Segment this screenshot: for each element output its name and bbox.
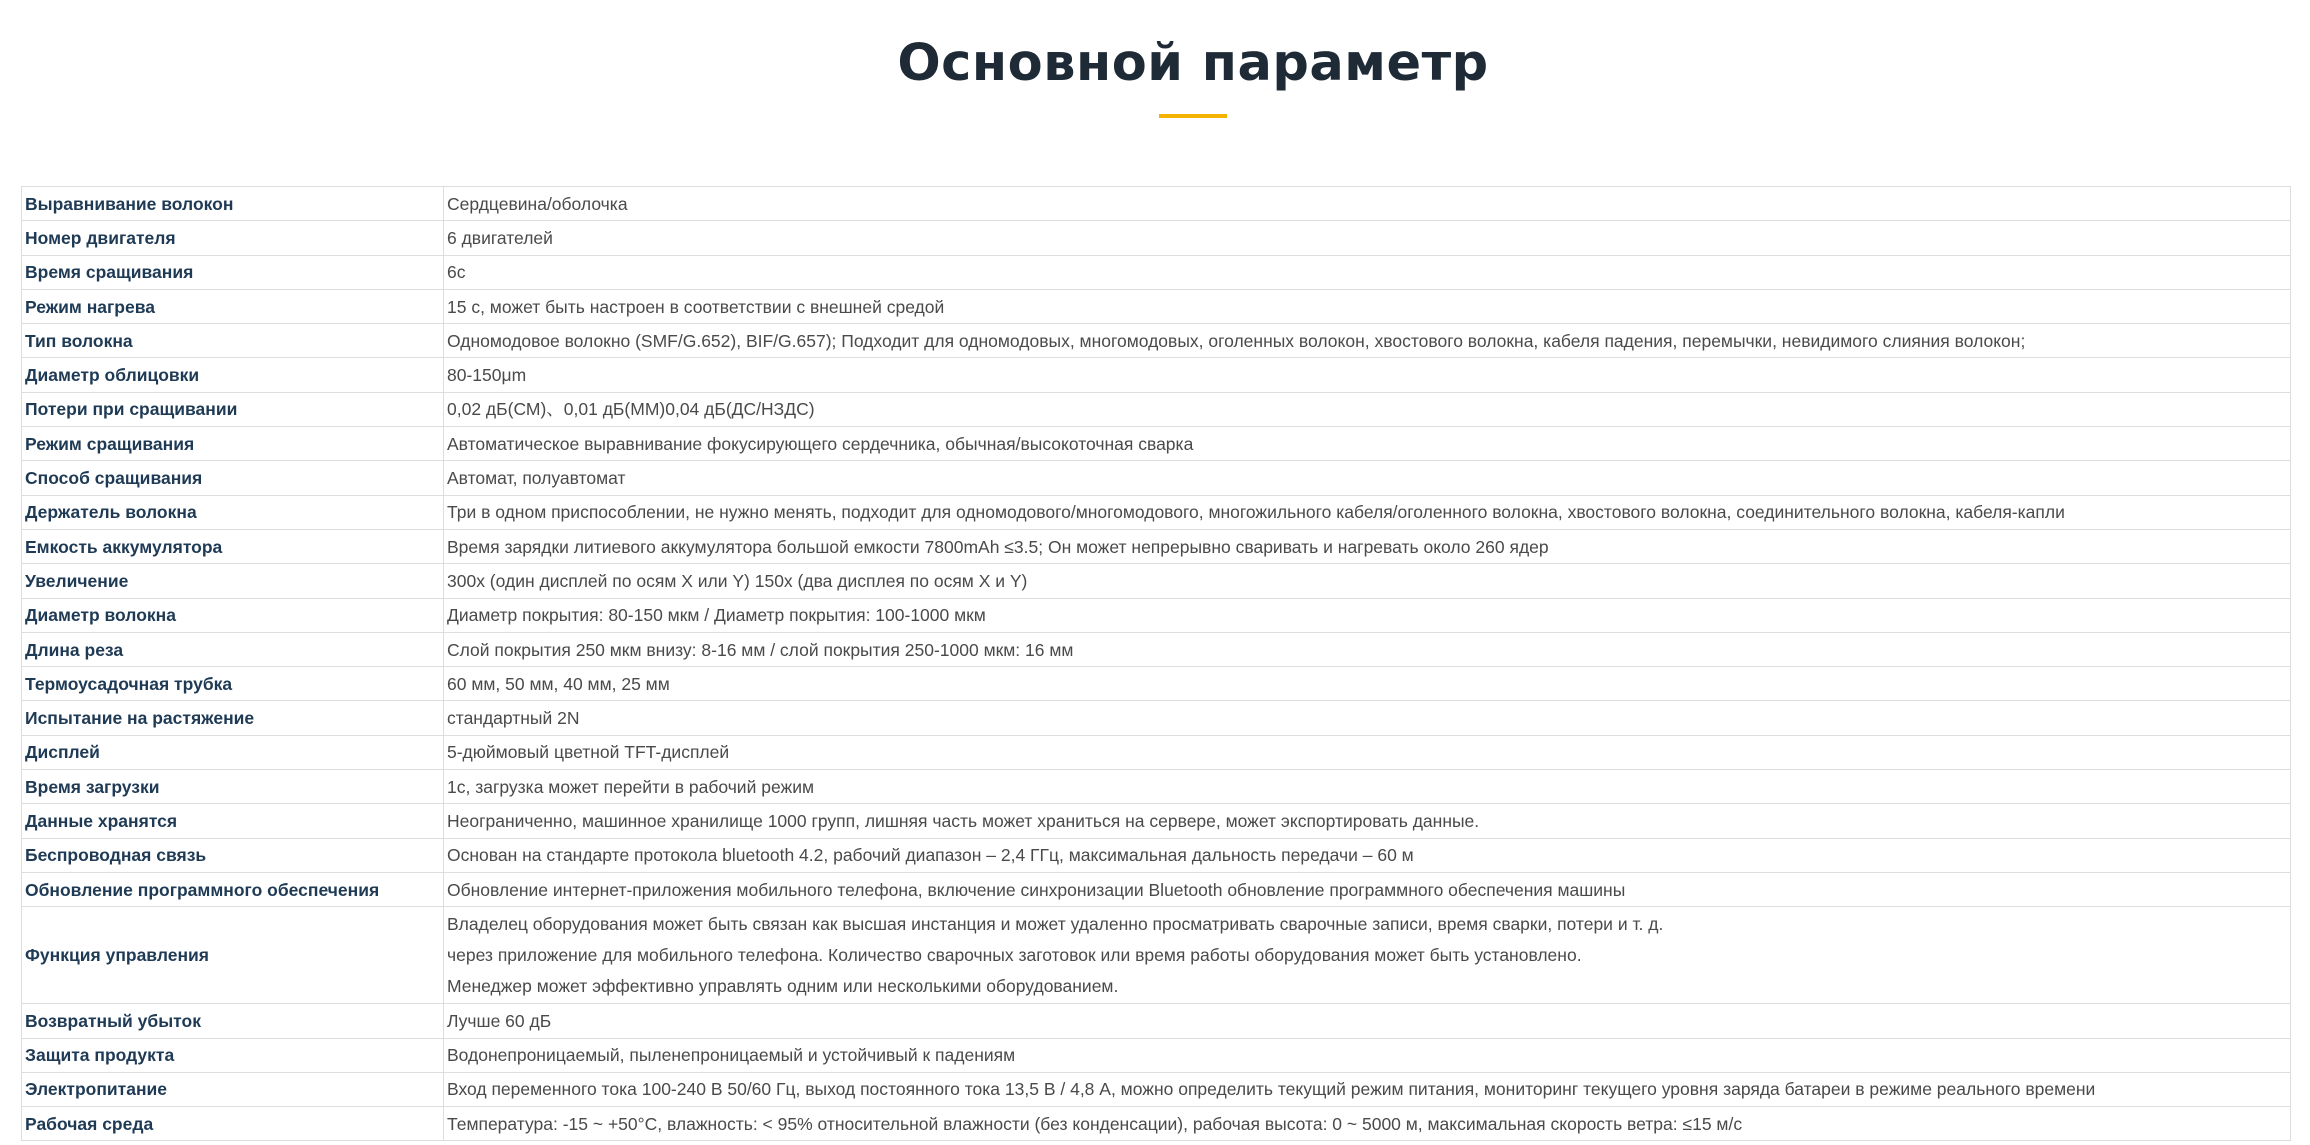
table-row (22, 289, 2291, 323)
table-row (22, 1072, 2291, 1106)
table-row (22, 770, 2291, 804)
param-label: Термоусадочная трубка (22, 667, 444, 701)
param-label: Способ сращивания (22, 461, 444, 495)
param-value: Вход переменного тока 100-240 В 50/60 Гц, выход постоянного тока 13,5 В / 4,8 А, можно определить текущий режим питания, мониторинг текущего уровня заряда батареи в режиме реального времени (444, 1072, 2291, 1106)
table-row (22, 324, 2291, 358)
param-label: Увеличение (22, 564, 444, 598)
spec-table (21, 186, 2291, 1141)
value-line: Менеджер может эффективно управлять одним или несколькими оборудованием. (447, 975, 1119, 996)
param-label: Дисплей (22, 735, 444, 769)
title-underline (1159, 114, 1227, 118)
param-label: Данные хранятся (22, 804, 444, 838)
table-row (22, 1038, 2291, 1072)
param-label: Функция управления (22, 907, 444, 1004)
param-value: Три в одном приспособлении, не нужно менять, подходит для одномодового/многомодового, многожильного кабеля/оголенного волокна, хвостового волокна, соединительного волокна, кабеля-капли (444, 495, 2291, 529)
table-row (22, 804, 2291, 838)
param-value: Температура: -15 ~ +50°C, влажность: < 95% относительной влажности (без конденсации), рабочая высота: 0 ~ 5000 м, максимальная скорость ветра: ≤15 м/с (444, 1107, 2291, 1141)
param-label: Электропитание (22, 1072, 444, 1106)
param-value: Основан на стандарте протокола bluetooth 4.2, рабочий диапазон – 2,4 ГГц, максимальная дальность передачи – 60 м (444, 838, 2291, 872)
table-row (22, 872, 2291, 906)
table-row (22, 667, 2291, 701)
param-value: 300x (один дисплей по осям X или Y) 150x (два дисплея по осям X и Y) (444, 564, 2291, 598)
table-row (22, 735, 2291, 769)
page-title: Основной параметр (897, 34, 1489, 93)
param-label: Емкость аккумулятора (22, 529, 444, 563)
param-value: Автоматическое выравнивание фокусирующего сердечника, обычная/высокоточная сварка (444, 427, 2291, 461)
table-row (22, 1004, 2291, 1038)
param-value: Неограниченно, машинное хранилище 1000 групп, лишняя часть может храниться на сервере, может экспортировать данные. (444, 804, 2291, 838)
table-row (22, 221, 2291, 255)
param-value: Сердцевина/оболочка (444, 187, 2291, 221)
param-value: Обновление интернет-приложения мобильного телефона, включение синхронизации Bluetooth обновление программного обеспечения машины (444, 872, 2291, 906)
param-label: Диаметр облицовки (22, 358, 444, 392)
param-label: Режим сращивания (22, 427, 444, 461)
param-value-multiline (444, 907, 2291, 1004)
param-value: 80-150μm (444, 358, 2291, 392)
value-line: через приложение для мобильного телефона. Количество сварочных заготовок или время работы оборудования может быть установлено. (447, 944, 1582, 965)
param-label: Тип волокна (22, 324, 444, 358)
table-row (22, 838, 2291, 872)
param-value: Диаметр покрытия: 80-150 мкм / Диаметр покрытия: 100-1000 мкм (444, 598, 2291, 632)
param-value: 6 двигателей (444, 221, 2291, 255)
param-value: Автомат, полуавтомат (444, 461, 2291, 495)
param-value: 1с, загрузка может перейти в рабочий режим (444, 770, 2291, 804)
param-value: Слой покрытия 250 мкм внизу: 8-16 мм / слой покрытия 250-1000 мкм: 16 мм (444, 632, 2291, 666)
param-label: Рабочая среда (22, 1107, 444, 1141)
param-value: 60 мм, 50 мм, 40 мм, 25 мм (444, 667, 2291, 701)
param-value: Лучше 60 дБ (444, 1004, 2291, 1038)
param-value: 6с (444, 255, 2291, 289)
table-row (22, 632, 2291, 666)
param-label: Время загрузки (22, 770, 444, 804)
param-value: Водонепроницаемый, пыленепроницаемый и устойчивый к падениям (444, 1038, 2291, 1072)
table-row (22, 564, 2291, 598)
param-label: Номер двигателя (22, 221, 444, 255)
param-value: Одномодовое волокно (SMF/G.652), BIF/G.657); Подходит для одномодовых, многомодовых, оголенных волокон, хвостового волокна, кабеля падения, перемычки, невидимого слияния волокон; (444, 324, 2291, 358)
param-label: Испытание на растяжение (22, 701, 444, 735)
table-row (22, 529, 2291, 563)
param-label: Обновление программного обеспечения (22, 872, 444, 906)
param-value: 0,02 дБ(СМ)、0,01 дБ(ММ)0,04 дБ(ДС/НЗДС) (444, 392, 2291, 426)
table-row (22, 701, 2291, 735)
param-label: Диаметр волокна (22, 598, 444, 632)
table-row (22, 907, 2291, 1004)
spec-table-body (22, 187, 2291, 1141)
param-label: Беспроводная связь (22, 838, 444, 872)
param-value: Время зарядки литиевого аккумулятора большой емкости 7800mAh ≤3.5; Он может непрерывно сваривать и нагревать около 260 ядер (444, 529, 2291, 563)
table-row (22, 1107, 2291, 1141)
table-row (22, 461, 2291, 495)
param-value: стандартный 2N (444, 701, 2291, 735)
param-label: Потери при сращивании (22, 392, 444, 426)
param-label: Возвратный убыток (22, 1004, 444, 1038)
table-row (22, 598, 2291, 632)
value-line: Владелец оборудования может быть связан как высшая инстанция и может удаленно просматривать сварочные записи, время сварки, потери и т. д. (447, 913, 1664, 934)
param-value: 5-дюймовый цветной TFT-дисплей (444, 735, 2291, 769)
param-label: Защита продукта (22, 1038, 444, 1072)
param-label: Держатель волокна (22, 495, 444, 529)
param-label: Режим нагрева (22, 289, 444, 323)
param-label: Длина реза (22, 632, 444, 666)
table-row (22, 392, 2291, 426)
param-label: Выравнивание волокон (22, 187, 444, 221)
table-row (22, 255, 2291, 289)
param-label: Время сращивания (22, 255, 444, 289)
table-row (22, 495, 2291, 529)
table-row (22, 187, 2291, 221)
table-row (22, 427, 2291, 461)
table-row (22, 358, 2291, 392)
param-value: 15 с, может быть настроен в соответствии с внешней средой (444, 289, 2291, 323)
